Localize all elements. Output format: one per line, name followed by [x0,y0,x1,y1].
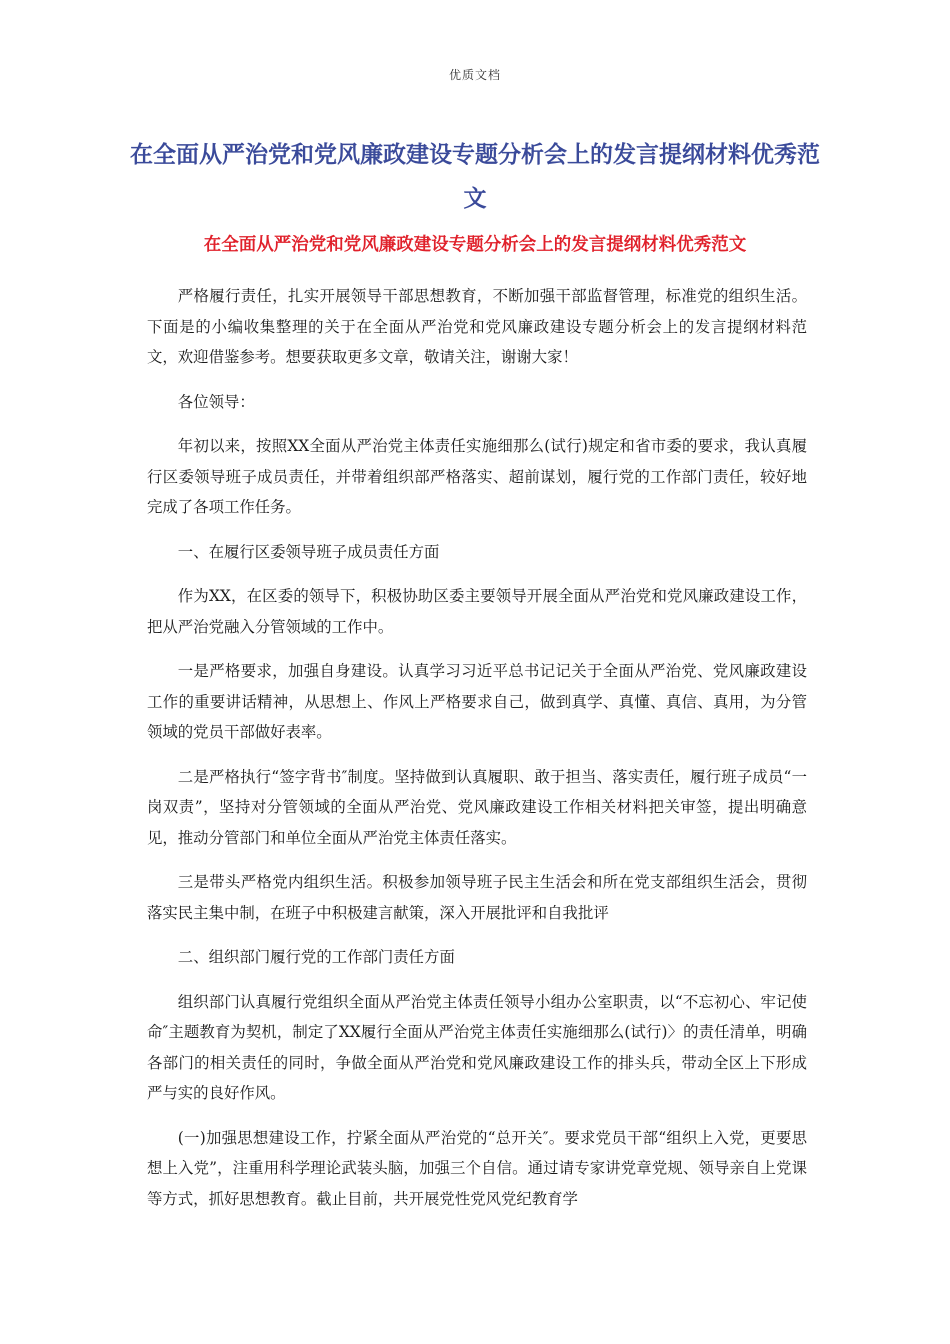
document-subtitle: 在全面从严治党和党风廉政建设专题分析会上的发言提纲材料优秀范文 [203,235,747,255]
paragraph-overview: 年初以来，按照XX全面从严治党主体责任实施细那么(试行)规定和省市委的要求，我认真履行区委领导班子成员责任，并带着组织部严格落实、超前谋划，履行党的工作部门责任，较好地完成了各项工作任务。 [147,437,807,516]
paragraph: 作为XX，在区委的领导下，积极协助区委主要领导开展全面从严治党和党风廉政建设工作，把从严治党融入分管领域的工作中。 [147,587,807,636]
paragraph: 组织部门认真履行党组织全面从严治党主体责任领导小组办公室职责，以“不忘初心、牢记使命″主题教育为契机，制定了XX履行全面从严治党主体责任实施细那么(试行)〉的责任清单，明确各部门的相关责任的同时，争做全面从严治党和党风廉政建设工作的排头兵，带动全区上下形成严与实的良好作风。 [147,992,807,1102]
paragraph: 一是严格要求，加强自身建设。认真学习习近平总书记记关于全面从严治党、党风廉政建设工作的重要讲话精神，从思想上、作风上严格要求自己，做到真学、真懂、真信、真用，为分管领域的党员干部做好表率。 [147,662,807,741]
document-title: 在全面从严治党和党风廉政建设专题分析会上的发言提纲材料优秀范文 [130,142,820,212]
document-body [147,281,807,1228]
section-heading-2: 二、组织部门履行党的工作部门责任方面 [177,948,455,966]
paragraph: 三是带头严格党内组织生活。积极参加领导班子民主生活会和所在党支部组织生活会，贯彻落实民主集中制，在班子中积极建言献策，深入开展批评和自我批评 [147,873,807,922]
document-header-label: 优质文档 [448,68,501,82]
paragraph: (一)加强思想建设工作，拧紧全面从严治党的“总开关″。要求党员干部“组织上入党，更要思想上入党”，注重用科学理论武装头脑，加强三个自信。通过请专家讲党章党规、领导亲自上党课等方式，抓好思想教育。截止目前，共开展党性党风党纪教育学 [147,1128,807,1208]
section-heading-1: 一、在履行区委领导班子成员责任方面 [177,542,440,561]
paragraph-intro: 严格履行责任，扎实开展领导干部思想教育，不断加强干部监督管理，标准党的组织生活。下面是的小编收集整理的关于在全面从严治党和党风廉政建设专题分析会上的发言提纲材料范文，欢迎借鉴参考。想要获取更多文章，敬请关注，谢谢大家！ [147,287,807,366]
paragraph-salutation: 各位领导： [177,392,255,411]
paragraph: 二是严格执行“签字背书″制度。坚持做到认真履职、敢于担当、落实责任，履行班子成员“一岗双责”，坚持对分管领域的全面从严治党、党风廉政建设工作相关材料把关审签，提出明确意见，推动分管部门和单位全面从严治党主体责任落实。 [147,767,807,847]
